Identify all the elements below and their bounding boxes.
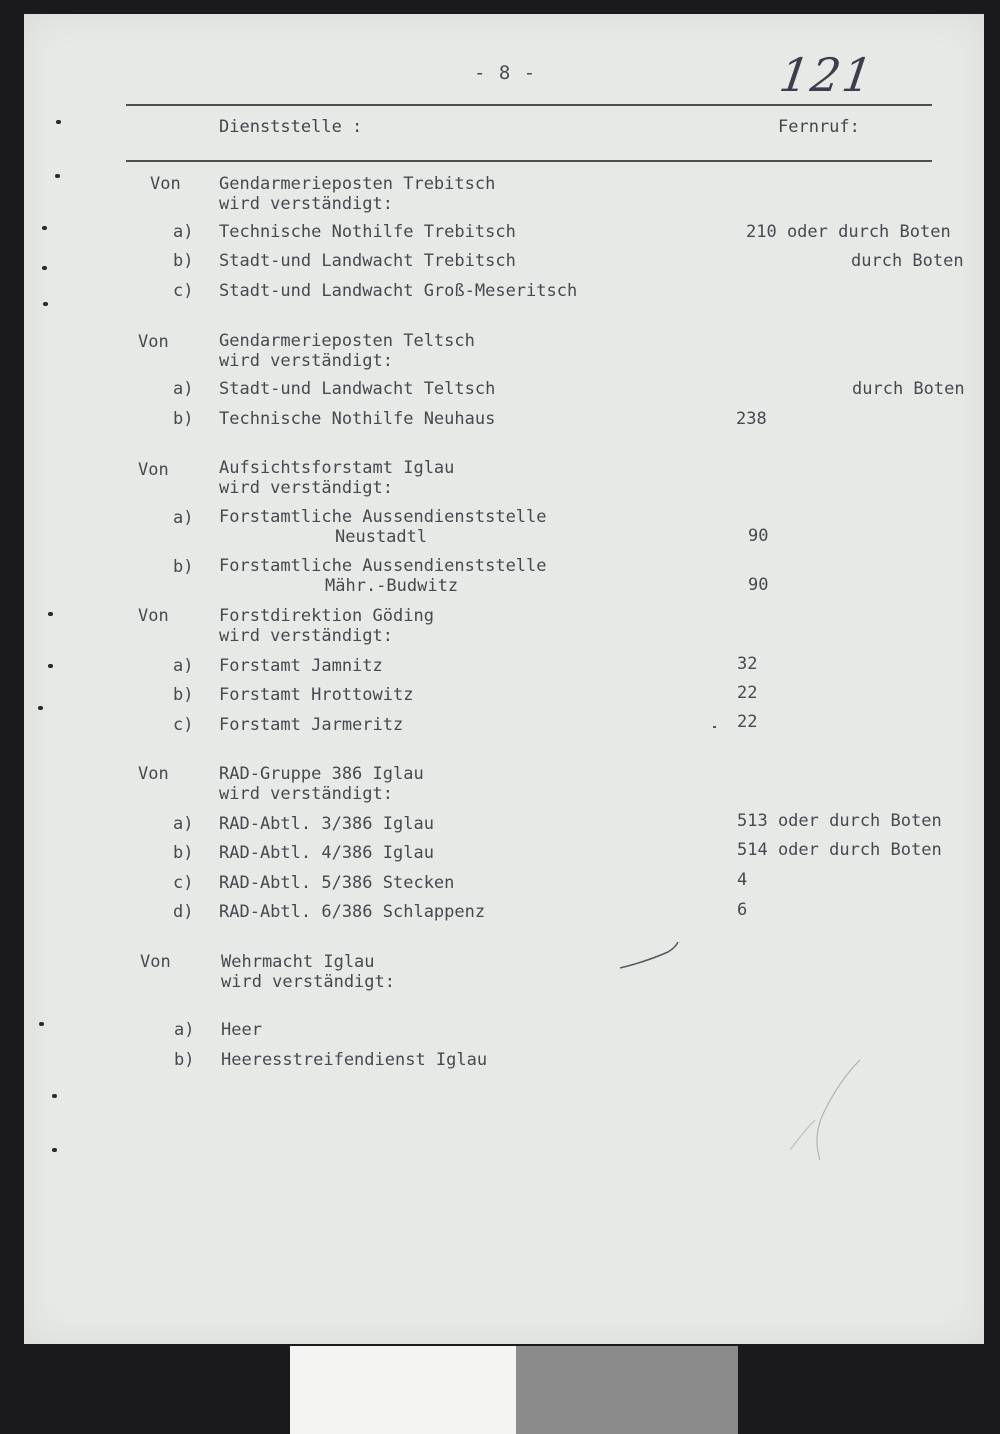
section-von-label: Von [140, 952, 171, 972]
item-name: RAD-Abtl. 6/386 Schlappenz [219, 902, 486, 922]
item-phone: 90 [748, 526, 769, 546]
punch-mark [48, 664, 53, 668]
item-name: Stadt-und Landwacht Trebitsch [219, 251, 516, 271]
section-title: Forstdirektion Göding [219, 606, 434, 626]
item-letter: d) [173, 902, 194, 922]
item-name: Stadt-und Landwacht Groß-Meseritsch [219, 281, 578, 301]
punch-mark [56, 120, 61, 124]
section-subtitle: wird verständigt: [219, 478, 393, 498]
item-letter: b) [174, 1050, 195, 1070]
calibration-gray-patch [516, 1346, 738, 1434]
item-phone: 513 oder durch Boten [737, 811, 942, 831]
section-subtitle: wird verständigt: [219, 626, 393, 646]
item-phone: 6 [737, 900, 748, 920]
section-title: Wehrmacht Iglau [221, 952, 375, 972]
item-letter: a) [173, 508, 194, 528]
item-letter: b) [173, 557, 194, 577]
section-von-label: Von [138, 606, 169, 626]
item-letter: a) [174, 1020, 195, 1040]
section-title: RAD-Gruppe 386 Iglau [219, 764, 424, 784]
punch-mark [52, 1148, 57, 1152]
section-von-label: Von [138, 332, 169, 352]
item-letter: b) [173, 685, 194, 705]
item-name: Technische Nothilfe Neuhaus [219, 409, 496, 429]
item-name: Forstamtliche Aussendienststelle [219, 556, 547, 576]
item-name: Forstamt Hrottowitz [219, 685, 414, 705]
item-name: RAD-Abtl. 5/386 Stecken [219, 873, 455, 893]
item-name-continued: Neustadtl [335, 527, 428, 547]
item-letter: b) [173, 251, 194, 271]
item-phone: 238 [736, 409, 767, 429]
item-letter: a) [173, 379, 194, 399]
item-name: Heer [221, 1020, 262, 1040]
item-name: Heeresstreifendienst Iglau [221, 1050, 488, 1070]
item-name: RAD-Abtl. 3/386 Iglau [219, 814, 434, 834]
section-von-label: Von [150, 174, 181, 194]
item-name: Technische Nothilfe Trebitsch [219, 222, 516, 242]
item-phone: 22 [737, 683, 758, 703]
item-phone: durch Boten [852, 379, 965, 399]
item-name: Forstamt Jarmeritz [219, 715, 404, 735]
item-letter: a) [173, 814, 194, 834]
item-letter: a) [173, 656, 194, 676]
item-phone: 32 [737, 654, 758, 674]
section-subtitle: wird verständigt: [219, 194, 393, 214]
item-name: Forstamtliche Aussendienststelle [219, 507, 547, 527]
column-header-fernruf: Fernruf: [778, 117, 860, 137]
section-subtitle: wird verständigt: [219, 351, 393, 371]
item-phone: 210 oder durch Boten [746, 222, 951, 242]
punch-mark [38, 706, 43, 710]
item-phone: 90 [748, 575, 769, 595]
punch-mark [42, 266, 47, 270]
punch-mark [43, 302, 48, 306]
section-title: Gendarmerieposten Trebitsch [219, 174, 496, 194]
column-header-dienststelle: Dienststelle : [219, 117, 363, 137]
item-letter: c) [173, 873, 194, 893]
handwritten-sheet-number: 121 [776, 48, 878, 102]
item-name: Stadt-und Landwacht Teltsch [219, 379, 496, 399]
section-subtitle: wird verständigt: [219, 784, 393, 804]
item-phone: 514 oder durch Boten [737, 840, 942, 860]
item-name: Forstamt Jamnitz [219, 656, 383, 676]
item-letter: a) [173, 222, 194, 242]
item-phone: 22 [737, 712, 758, 732]
section-von-label: Von [138, 460, 169, 480]
section-subtitle: wird verständigt: [221, 972, 395, 992]
punch-mark [42, 226, 47, 230]
punch-mark [39, 1022, 44, 1026]
section-title: Gendarmerieposten Teltsch [219, 331, 475, 351]
item-letter: b) [173, 409, 194, 429]
section-von-label: Von [138, 764, 169, 784]
item-letter: c) [173, 715, 194, 735]
item-name: RAD-Abtl. 4/386 Iglau [219, 843, 434, 863]
page-number: - 8 - [474, 62, 537, 84]
item-letter: b) [173, 843, 194, 863]
section-title: Aufsichtsforstamt Iglau [219, 458, 455, 478]
item-name-continued: Mähr.-Budwitz [325, 576, 459, 596]
punch-mark [55, 174, 60, 178]
item-phone: durch Boten [851, 251, 964, 271]
punch-mark [52, 1094, 57, 1098]
item-phone: 4 [737, 870, 748, 890]
punch-mark [48, 612, 53, 616]
item-letter: c) [173, 281, 194, 301]
calibration-white-patch [290, 1346, 516, 1434]
